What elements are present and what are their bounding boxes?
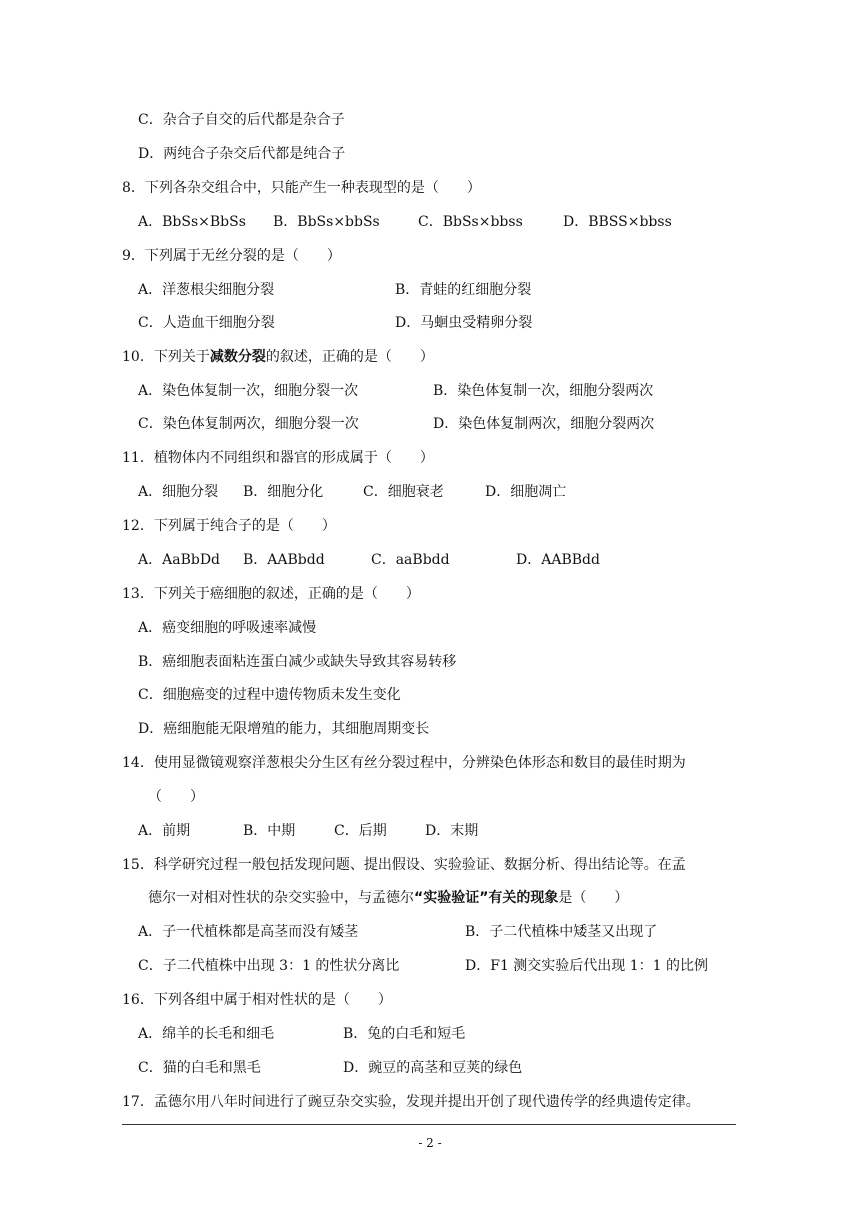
q15-option-c: C．子二代植株中出现 3：1 的性状分离比 xyxy=(138,958,400,974)
q10-stem-post: 的叙述，正确的是（ ） xyxy=(265,349,434,365)
q15-option-b: B．子二代植株中矮茎又出现了 xyxy=(465,924,658,940)
q11-stem: 11．植物体内不同组织和器官的形成属于（ ） xyxy=(122,450,434,466)
q12-option-a: A．AaBbDd xyxy=(138,552,221,568)
q11-option-b: B．细胞分化 xyxy=(243,484,324,500)
q14-stem: 14．使用显微镜观察洋葱根尖分生区有丝分裂过程中，分辨染色体形态和数目的最佳时期为 xyxy=(122,755,686,771)
q12-option-d: D．AABBdd xyxy=(516,552,600,568)
page-number: - 2 - xyxy=(418,1136,442,1150)
q15-stem-cont-bold: “实验验证”有关的现象 xyxy=(414,890,559,906)
q11-option-d: D．细胞凋亡 xyxy=(485,484,567,500)
footer-divider xyxy=(122,1124,736,1125)
q10-option-d: D．染色体复制两次，细胞分裂两次 xyxy=(433,416,655,432)
q8-stem: 8．下列各杂交组合中，只能产生一种表现型的是（ ） xyxy=(122,180,481,196)
q14-option-b: B．中期 xyxy=(243,823,296,839)
q8-options xyxy=(138,212,738,232)
q17-stem: 17．孟德尔用八年时间进行了豌豆杂交实验，发现并提出开创了现代遗传学的经典遗传定律。 xyxy=(122,1094,700,1110)
q13-option-a: A．癌变细胞的呼吸速率减慢 xyxy=(138,620,317,636)
q10-stem xyxy=(122,347,434,367)
q12-option-b: B．AABbdd xyxy=(243,552,325,568)
q14-option-d: D．末期 xyxy=(425,823,479,839)
q16-option-a: A．绵羊的长毛和细毛 xyxy=(138,1026,275,1042)
q7-option-d: D．两纯合子杂交后代都是纯合子 xyxy=(138,146,346,162)
q14-option-c: C．后期 xyxy=(334,823,387,839)
q9-option-d: D．马蛔虫受精卵分裂 xyxy=(395,315,533,331)
q11-option-c: C．细胞衰老 xyxy=(363,484,444,500)
q16-stem: 16．下列各组中属于相对性状的是（ ） xyxy=(122,992,392,1008)
q9-stem: 9．下列属于无丝分裂的是（ ） xyxy=(122,248,341,264)
q8-option-b: B．BbSs×bbSs xyxy=(273,214,380,230)
q16-option-c: C．猫的白毛和黑毛 xyxy=(138,1060,261,1076)
q14-options xyxy=(138,821,738,841)
q12-stem: 12．下列属于纯合子的是（ ） xyxy=(122,518,336,534)
q10-stem-pre: 10．下列关于 xyxy=(122,349,210,365)
q10-option-a: A．染色体复制一次，细胞分裂一次 xyxy=(138,383,359,399)
q13-stem: 13．下列关于癌细胞的叙述，正确的是（ ） xyxy=(122,586,420,602)
q15-stem-cont xyxy=(148,888,628,908)
q11-option-a: A．细胞分裂 xyxy=(138,484,219,500)
q8-option-c: C．BbSs×bbss xyxy=(418,214,523,230)
q16-option-d: D．豌豆的高茎和豆荚的绿色 xyxy=(343,1060,523,1076)
q10-option-b: B．染色体复制一次，细胞分裂两次 xyxy=(433,383,654,399)
q15-option-a: A．子一代植株都是高茎而没有矮茎 xyxy=(138,924,359,940)
q12-option-c: C．aaBbdd xyxy=(371,552,450,568)
q8-option-a: A．BbSs×BbSs xyxy=(138,214,246,230)
q12-options xyxy=(138,550,738,570)
q15-option-d: D．F1 测交实验后代出现 1：1 的比例 xyxy=(465,958,709,974)
q15-stem-cont-post: 是（ ） xyxy=(558,890,629,906)
q15-stem-cont-pre: 德尔一对相对性状的杂交实验中，与孟德尔 xyxy=(148,890,414,906)
q13-option-c: C．细胞癌变的过程中遗传物质未发生变化 xyxy=(138,687,401,703)
q7-option-c: C．杂合子自交的后代都是杂合子 xyxy=(138,112,345,128)
q13-option-d: D．癌细胞能无限增殖的能力，其细胞周期变长 xyxy=(138,721,430,737)
q10-stem-bold: 减数分裂 xyxy=(209,349,266,365)
q8-option-d: D．BBSS×bbss xyxy=(563,214,672,230)
q9-option-b: B．青蛙的红细胞分裂 xyxy=(395,282,532,298)
q14-stem-cont: （ ） xyxy=(148,789,204,805)
q13-option-b: B．癌细胞表面粘连蛋白减少或缺失导致其容易转移 xyxy=(138,654,457,670)
q16-option-b: B．兔的白毛和短毛 xyxy=(343,1026,466,1042)
q14-option-a: A．前期 xyxy=(138,823,191,839)
q15-stem: 15．科学研究过程一般包括发现问题、提出假设、实验验证、数据分析、得出结论等。在孟 xyxy=(122,857,686,873)
q9-option-a: A．洋葱根尖细胞分裂 xyxy=(138,282,275,298)
q11-options xyxy=(138,482,738,502)
q10-option-c: C．染色体复制两次，细胞分裂一次 xyxy=(138,416,359,432)
q9-option-c: C．人造血干细胞分裂 xyxy=(138,315,275,331)
